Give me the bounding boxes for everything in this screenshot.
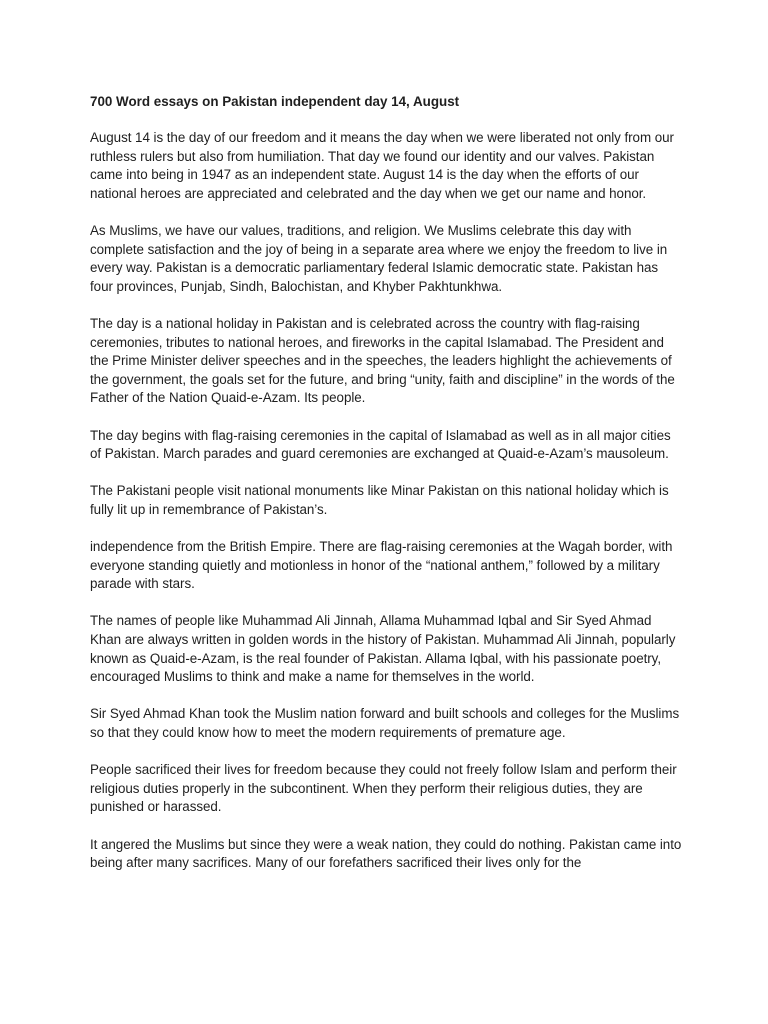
paragraph-7: The names of people like Muhammad Ali Jinnah, Allama Muhammad Iqbal and Sir Syed Ahmad Khan are always written in golden words in the history of Pakistan. Muhammad Ali Jinnah, popularly known as Quaid-e-Azam, is the real founder of Pakistan. Allama Iqbal, with his passionate poetry, encouraged Muslims to think and make a name for themselves in the world.	[90, 613, 676, 685]
paragraph-5: The Pakistani people visit national monuments like Minar Pakistan on this national holiday which is fully lit up in remembrance of Pakistan’s.	[90, 483, 669, 517]
paragraph-6: independence from the British Empire. There are flag-raising ceremonies at the Wagah border, with everyone standing quietly and motionless in honor of the “national anthem,” followed by a military parade with stars.	[90, 539, 673, 592]
paragraph-3: The day is a national holiday in Pakistan and is celebrated across the country with flag-raising ceremonies, tributes to national heroes, and fireworks in the capital Islamabad. The President and the Prime Minister deliver speeches and in the speeches, the leaders highlight the achievements of the government, the goals set for the future, and bring “unity, faith and discipline” in the words of the Father of the Nation Quaid-e-Azam. Its people.	[90, 315, 675, 406]
paragraph-8: Sir Syed Ahmad Khan took the Muslim nation forward and built schools and colleges for the Muslims so that they could know how to meet the modern requirements of premature age.	[90, 706, 680, 740]
paragraph-4: The day begins with flag-raising ceremonies in the capital of Islamabad as well as in all major cities of Pakistan. March parades and guard ceremonies are exchanged at Quaid-e-Azam’s mausoleum.	[90, 427, 671, 462]
paragraph-9: People sacrificed their lives for freedom because they could not freely follow Islam and perform their religious duties properly in the subcontinent. When they perform their religious duties, they are punished or harassed.	[90, 762, 677, 815]
paragraph-2: As Muslims, we have our values, traditions, and religion. We Muslims celebrate this day with complete satisfaction and the joy of being in a separate area where we enjoy the freedom to live in every way. Pakistan is a democratic parliamentary federal Islamic democratic state. Pakistan has four provinces, Punjab, Sindh, Balochistan, and Khyber Pakhtunkhwa.	[90, 222, 668, 294]
document-body	[90, 92, 682, 891]
paragraph-10: It angered the Muslims but since they were a weak nation, they could do nothing. Pakistan came into being after many sacrifices. Many of our forefathers sacrificed their lives only for the	[90, 836, 682, 871]
document-title: 700 Word essays on Pakistan independent day 14, August	[90, 94, 460, 109]
paragraph-1: August 14 is the day of our freedom and it means the day when we were liberated not only from our ruthless rulers but also from humiliation. That day we found our identity and our valves. Pakistan came into being in 1947 as an independent state. August 14 is the day when the efforts of our national heroes are appreciated and celebrated and the day when we get our name and honor.	[90, 130, 674, 201]
